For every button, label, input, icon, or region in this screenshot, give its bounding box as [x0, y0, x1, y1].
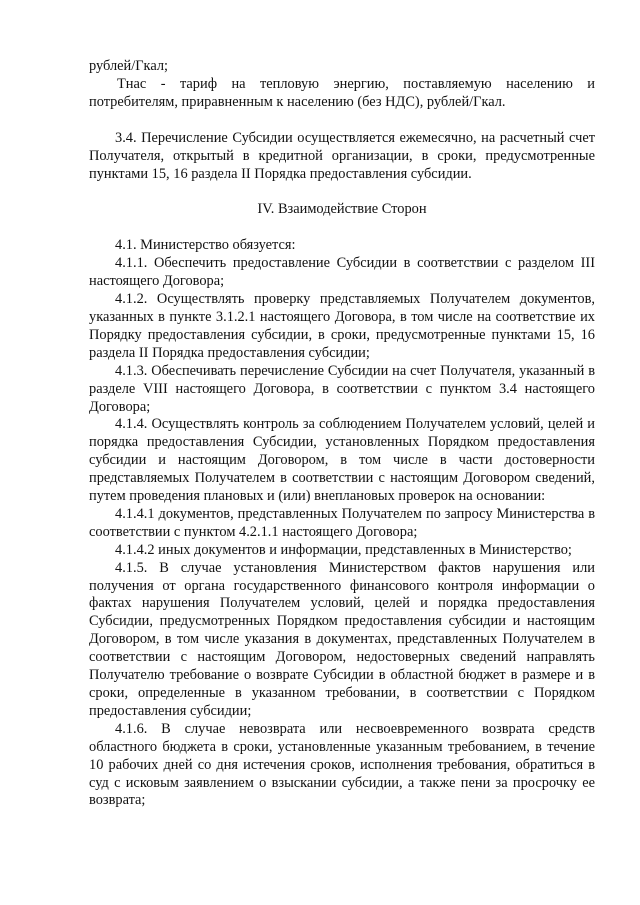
paragraph-3-4: 3.4. Перечисление Субсидии осуществляется ежемесячно, на расчетный счет Получателя, открытый в кредитной организации, в сроки, предусмотренные пунктами 15, 16 раздела II Порядка предоставления субсидии.: [89, 129, 595, 182]
paragraph-tnas-definition: Tнас - тариф на тепловую энергию, поставляемую населению и потребителям, приравненным к населению (без НДС), рублей/Гкал.: [89, 75, 595, 110]
paragraph-4-1-1: 4.1.1. Обеспечить предоставление Субсидии в соответствии с разделом III настоящего Договора;: [89, 255, 595, 290]
paragraph-4-1-4: 4.1.4. Осуществлять контроль за соблюдением Получателем условий, целей и порядка предоставления Субсидии, установленных Порядком предоставления субсидии и настоящим Договором, в том числе в части достоверности представляемых Получателем в соответствии с настоящим Договором сведений, путем проведения плановых и (или) внеплановых проверок на основании:: [89, 416, 595, 505]
section-heading-text: IV. Взаимодействие Сторон: [257, 201, 427, 218]
section-heading: [89, 201, 595, 219]
paragraph-4-1: 4.1. Министерство обязуется:: [115, 237, 296, 254]
document-page: [89, 58, 595, 810]
paragraph-4-1-5: 4.1.5. В случае установления Министерством фактов нарушения или получения от органа государственного финансового контроля информации о фактах нарушения Получателем условий, целей и порядка предоставления Субсидии, предусмотренных Порядком предоставления субсидии и настоящим Договором, в том числе указания в документах, представленных Получателем в соответствии с настоящим Договором, недостоверных сведений направлять Получателю требование о возврате Субсидии в областной бюджет в размере и в сроки, определенные в указанном требовании, в соответствии с Порядком предоставления субсидии;: [89, 559, 595, 719]
paragraph-4-1-2: 4.1.2. Осуществлять проверку представляемых Получателем документов, указанных в пункте 3.1.2.1 настоящего Договора, в том числе на соответствие их Порядку предоставления субсидии, в сроки, предусмотренные пунктами 15, 16 раздела II Порядка предоставления субсидии;: [89, 291, 595, 361]
paragraph-tariff-unit: рублей/Гкал;: [89, 58, 169, 74]
paragraph-4-1-4-1: 4.1.4.1 документов, представленных Получателем по запросу Министерства в соответствии с пунктом 4.2.1.1 настоящего Договора;: [89, 505, 595, 540]
paragraph-4-1-4-2: 4.1.4.2 иных документов и информации, представленных в Министерство;: [115, 541, 572, 558]
paragraph-4-1-6: 4.1.6. В случае невозврата или несвоевременного возврата средств областного бюджета в сроки, установленные указанным требованием, в течение 10 рабочих дней со дня истечения сроков, исполнения требования, обратиться в суд с исковым заявлением о взыскании субсидии, а также пени за просрочку ее возврата;: [89, 720, 595, 809]
paragraph-4-1-3: 4.1.3. Обеспечивать перечисление Субсидии на счет Получателя, указанный в разделе VIII настоящего Договора, в соответствии с пунктом 3.4 настоящего Договора;: [89, 362, 595, 415]
